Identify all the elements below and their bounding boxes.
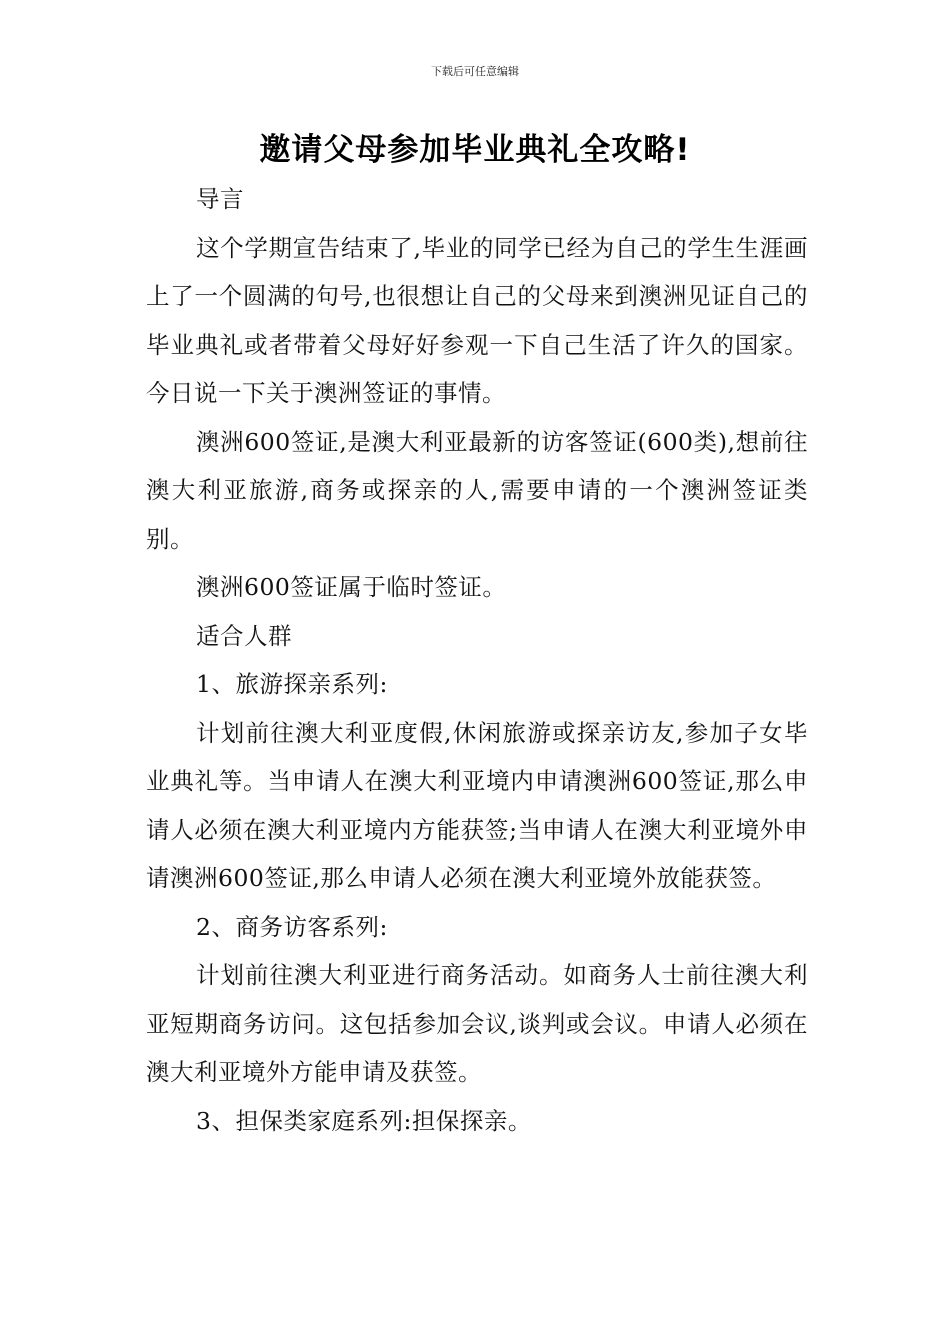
document-body: [146, 175, 808, 1145]
list-heading-family-sponsor: 3、担保类家庭系列:担保探亲。: [196, 1106, 532, 1135]
paragraph-visa-temporary: 澳洲600签证属于临时签证。: [196, 573, 507, 601]
paragraph-tourism-details: 计划前往澳大利亚度假,休闲旅游或探亲访友,参加子女毕业典礼等。当申请人在澳大利亚境内申请澳洲600签证,那么申请人必须在澳大利亚境内方能获签;当申请人在澳大利亚境外申请澳洲600签证,那么申请人必须在澳大利亚境外放能获签。: [146, 718, 808, 892]
page-header-note: 下载后可任意编辑: [431, 65, 519, 78]
paragraph-graduation-intro: 这个学期宣告结束了,毕业的同学已经为自己的学生生涯画上了一个圆满的句号,也很想让自己的父母来到澳洲见证自己的毕业典礼或者带着父母好好参观一下自己生活了许久的国家。今日说一下关于澳洲签证的事情。: [146, 233, 808, 407]
section-heading-intro: 导言: [196, 185, 244, 213]
list-heading-business: 2、商务访客系列:: [196, 912, 388, 941]
document-title: 邀请父母参加毕业典礼全攻略!: [259, 132, 691, 168]
paragraph-visa-600-definition: 澳洲600签证,是澳大利亚最新的访客签证(600类),想前往澳大利亚旅游,商务或探亲的人,需要申请的一个澳洲签证类别。: [146, 427, 808, 553]
section-heading-audience: 适合人群: [196, 621, 292, 650]
list-heading-tourism: 1、旅游探亲系列:: [196, 670, 388, 698]
paragraph-business-details: 计划前往澳大利亚进行商务活动。如商务人士前往澳大利亚短期商务访问。这包括参加会议,谈判或会议。申请人必须在澳大利亚境外方能申请及获签。: [146, 961, 808, 1086]
